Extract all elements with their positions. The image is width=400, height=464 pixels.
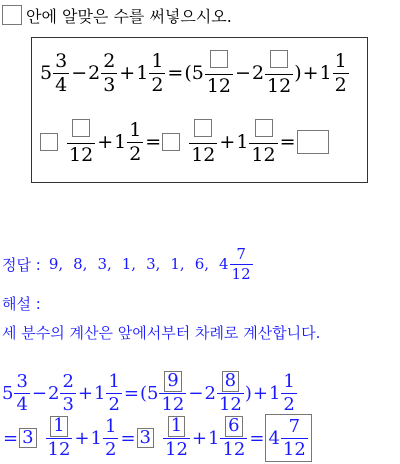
open-paren: ( [184, 62, 192, 84]
minus-sign: − [31, 382, 47, 404]
equals-sign: = [167, 62, 184, 84]
fraction [220, 416, 247, 460]
answer-value: 6, [194, 255, 209, 273]
numerator [220, 371, 241, 392]
open-paren: ( [140, 382, 148, 404]
blank-input-box[interactable] [297, 130, 329, 154]
answer-value: 9, [48, 255, 64, 273]
blank-input-box[interactable] [162, 133, 180, 151]
plus-sign: + [77, 382, 93, 404]
explanation-title: 해설 : [2, 295, 41, 313]
numerator: 7 [288, 415, 301, 437]
fraction [205, 50, 233, 97]
question-equation-line-1 [40, 44, 350, 102]
equals-sign: = [249, 427, 265, 449]
answer-value: 3, [146, 255, 161, 273]
whole: 2 [88, 62, 101, 84]
numerator-blank[interactable] [253, 119, 275, 142]
fraction [217, 371, 244, 415]
numerator: 1 [108, 370, 120, 392]
denominator: 12 [231, 264, 251, 283]
whole: 1 [319, 62, 332, 84]
denominator: 3 [103, 73, 116, 96]
numerator [223, 416, 244, 437]
blank-input-box[interactable] [194, 119, 212, 137]
whole: 5 [40, 62, 53, 84]
numerator [162, 371, 183, 392]
numerator: 7 [236, 245, 246, 263]
plus-sign: + [74, 427, 90, 449]
fraction [265, 50, 293, 97]
numerator: 1 [129, 118, 142, 141]
question-instruction: 안에 알맞은 수를 써넣으시오. [26, 6, 232, 26]
whole: 5 [2, 382, 14, 404]
filled-answer-box: 6 [225, 416, 242, 437]
fraction [14, 372, 29, 415]
numerator-blank[interactable] [70, 119, 92, 142]
denominator: 12 [69, 143, 94, 166]
whole: 1 [90, 427, 102, 449]
blank-input-box[interactable] [255, 119, 273, 137]
denominator: 3 [62, 393, 74, 415]
numerator: 2 [62, 370, 74, 392]
plus-sign: + [191, 427, 207, 449]
fraction [149, 51, 165, 96]
answer-final-whole: 4 [219, 255, 229, 273]
denominator: 12 [206, 74, 232, 97]
denominator: 2 [129, 142, 142, 165]
denominator: 12 [161, 394, 185, 416]
denominator: 2 [151, 73, 164, 96]
minus-sign: − [235, 62, 251, 84]
question-equation-line-2 [40, 112, 329, 172]
fraction [163, 416, 190, 460]
numerator-blank[interactable] [208, 50, 230, 73]
numerator: 3 [55, 49, 68, 72]
numerator: 3 [16, 370, 28, 392]
answer-value: 8, [73, 255, 88, 273]
whole: 2 [251, 62, 265, 84]
numerator: 1 [334, 49, 347, 72]
denominator: 2 [283, 393, 295, 415]
blank-input-box[interactable] [210, 50, 228, 68]
answer-value: 1, [121, 255, 137, 273]
filled-answer-box: 8 [222, 371, 239, 392]
filled-answer-box-result [265, 414, 311, 463]
fraction [127, 120, 143, 165]
fraction [101, 51, 117, 96]
close-paren: ) [294, 62, 302, 84]
equals-sign: = [120, 427, 136, 449]
question-header [2, 3, 232, 27]
whole: 1 [268, 382, 281, 404]
whole: 1 [208, 427, 220, 449]
whole: 1 [236, 131, 249, 153]
plus-sign: + [97, 131, 114, 153]
denominator: 12 [282, 438, 306, 460]
whole: 1 [114, 131, 127, 153]
whole: 2 [48, 382, 60, 404]
numerator: 1 [105, 415, 117, 437]
whole: 2 [204, 382, 216, 404]
denominator: 12 [218, 394, 242, 416]
minus-sign: − [188, 382, 204, 404]
denominator: 12 [222, 439, 246, 461]
blank-input-box[interactable] [40, 133, 58, 151]
fraction [281, 372, 296, 415]
whole: 5 [147, 382, 159, 404]
denominator: 12 [47, 439, 71, 461]
numerator-blank[interactable] [192, 119, 214, 142]
whole: 4 [268, 427, 280, 449]
answer-line [2, 244, 254, 284]
fraction [46, 416, 73, 460]
filled-answer-box: 9 [164, 371, 181, 392]
blank-input-box[interactable] [72, 119, 90, 137]
denominator: 2 [108, 393, 120, 415]
fraction [281, 417, 308, 460]
answer-value: 3, [97, 255, 112, 273]
numerator [166, 416, 187, 437]
fraction [53, 51, 69, 96]
numerator: 1 [151, 49, 164, 72]
numerator: 1 [283, 370, 295, 392]
explanation-equation-line-2 [2, 412, 312, 464]
fraction [67, 119, 95, 166]
plus-sign: + [119, 62, 136, 84]
numerator [48, 416, 69, 437]
fraction [249, 119, 277, 166]
numerator-blank[interactable] [268, 50, 290, 73]
fraction [60, 372, 75, 415]
answer-label: 정답 : [2, 255, 41, 274]
minus-sign: − [71, 62, 88, 84]
whole: 1 [136, 62, 149, 84]
fraction [333, 51, 349, 96]
fraction [189, 119, 217, 166]
explanation-text: 세 분수의 계산은 앞에서부터 차례로 계산합니다. [2, 324, 321, 342]
numerator: 2 [103, 49, 116, 72]
plus-sign: + [302, 62, 319, 84]
whole: 5 [191, 62, 204, 84]
denominator: 12 [165, 439, 188, 461]
filled-answer-box: 1 [50, 416, 67, 437]
close-paren: ) [244, 382, 252, 404]
equals-sign: = [279, 131, 296, 153]
denominator: 4 [55, 73, 68, 96]
equals-sign: = [123, 382, 139, 404]
denominator: 4 [16, 393, 28, 415]
fraction [106, 372, 121, 415]
equals-sign: = [145, 131, 162, 153]
equals-sign: = [3, 427, 19, 449]
filled-answer-box: 3 [137, 428, 154, 449]
denominator: 2 [105, 438, 117, 460]
answer-final-fraction [230, 246, 253, 282]
denominator: 12 [267, 74, 292, 97]
filled-answer-box: 1 [168, 416, 185, 437]
answer-value: 1, [170, 255, 185, 273]
plus-sign: + [219, 131, 236, 153]
fraction [159, 371, 186, 415]
denominator: 12 [251, 143, 276, 166]
denominator: 12 [191, 143, 216, 166]
denominator: 2 [334, 73, 347, 96]
fraction [103, 417, 118, 460]
whole: 1 [94, 382, 106, 404]
blank-box-icon [2, 5, 22, 25]
plus-sign: + [252, 382, 268, 404]
filled-answer-box: 3 [19, 428, 36, 449]
blank-input-box[interactable] [270, 50, 288, 68]
